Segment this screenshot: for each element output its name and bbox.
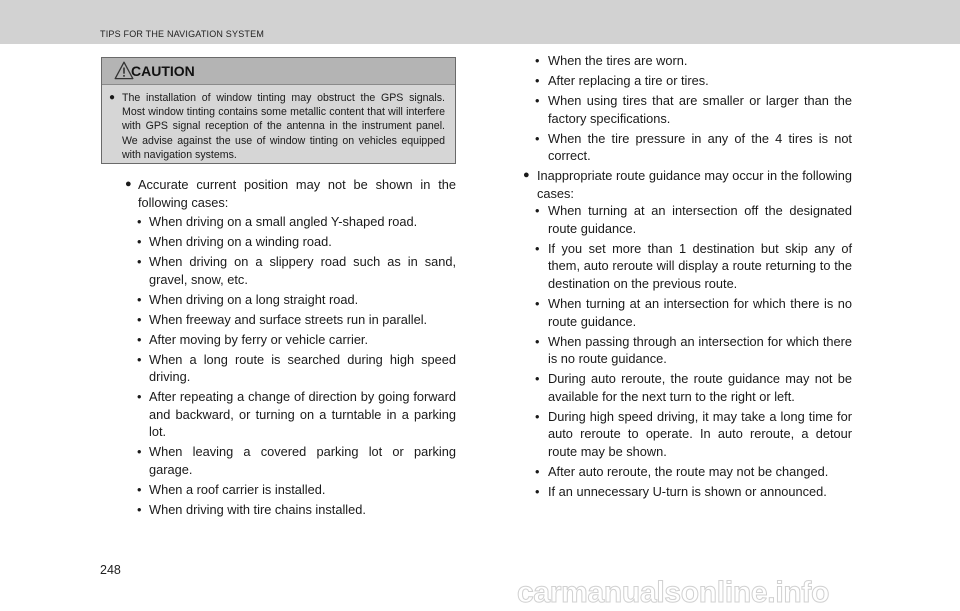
page-number: 248 [100, 563, 121, 577]
list-item: • When passing through an intersection for which there is no route guidance. [519, 333, 852, 368]
list-item: • When a roof carrier is installed. [120, 481, 456, 499]
list-item: • When driving with tire chains installed. [120, 501, 456, 519]
list-item: • When turning at an intersection off the designated route guidance. [519, 202, 852, 237]
bullet-dot-icon: ● [109, 92, 116, 103]
list-item: • When driving on a long straight road. [120, 291, 456, 309]
list-item: • When driving on a slippery road such as in sand, gravel, snow, etc. [120, 253, 456, 288]
section-title: TIPS FOR THE NAVIGATION SYSTEM [100, 29, 265, 39]
list-item: • If an unnecessary U-turn is shown or announced. [519, 483, 852, 501]
lead-paragraph [120, 176, 456, 211]
list-item: • After repeating a change of direction by going forward and backward, or turning on a turntable in a parking lot. [120, 388, 456, 441]
list-item: • If you set more than 1 destination but skip any of them, auto reroute will display a route returning to the destination on the previous route. [519, 240, 852, 293]
list-item: • When turning at an intersection for which there is no route guidance. [519, 295, 852, 330]
list-item: • When driving on a small angled Y-shaped road. [120, 213, 456, 231]
watermark: carmanualsonline.info [517, 576, 830, 609]
list-item: • When leaving a covered parking lot or parking garage. [120, 443, 456, 478]
caution-text-block [102, 85, 455, 162]
left-column [120, 176, 456, 521]
caution-box [101, 57, 456, 164]
list-item: • During high speed driving, it may take a long time for auto reroute to operate. In auto reroute, a detour route may be shown. [519, 408, 852, 461]
bullet-dot-icon: ● [125, 178, 132, 190]
caution-text: The installation of window tinting may obstruct the GPS signals. Most window tinting contains some metallic content that will interfere with GPS signal reception of the antenna in the instrument panel. We advise against the use of window tinting on vehicles equipped with navigation systems. [122, 92, 445, 161]
case-list [120, 213, 456, 518]
case-list-continued [519, 52, 852, 165]
list-item: • After replacing a tire or tires. [519, 72, 852, 90]
lead-paragraph [519, 167, 852, 202]
right-column [519, 52, 852, 503]
list-item: • After moving by ferry or vehicle carrier. [120, 331, 456, 349]
list-item: • During auto reroute, the route guidance may not be available for the next turn to the right or left. [519, 370, 852, 405]
list-item: • When the tire pressure in any of the 4 tires is not correct. [519, 130, 852, 165]
lead-text: Inappropriate route guidance may occur in the following cases: [537, 168, 852, 201]
list-item: • When freeway and surface streets run in parallel. [120, 311, 456, 329]
list-item: • When the tires are worn. [519, 52, 852, 70]
list-item: • When using tires that are smaller or larger than the factory specifications. [519, 92, 852, 127]
list-item: • After auto reroute, the route may not be changed. [519, 463, 852, 481]
bullet-dot-icon: ● [523, 169, 530, 182]
header-bar [0, 0, 960, 44]
caution-title: CAUTION [131, 63, 195, 79]
caution-header [102, 58, 455, 85]
lead-text: Accurate current position may not be shown in the following cases: [138, 177, 456, 210]
route-guidance-list [519, 202, 852, 500]
list-item: • When a long route is searched during high speed driving. [120, 351, 456, 386]
list-item: • When driving on a winding road. [120, 233, 456, 251]
